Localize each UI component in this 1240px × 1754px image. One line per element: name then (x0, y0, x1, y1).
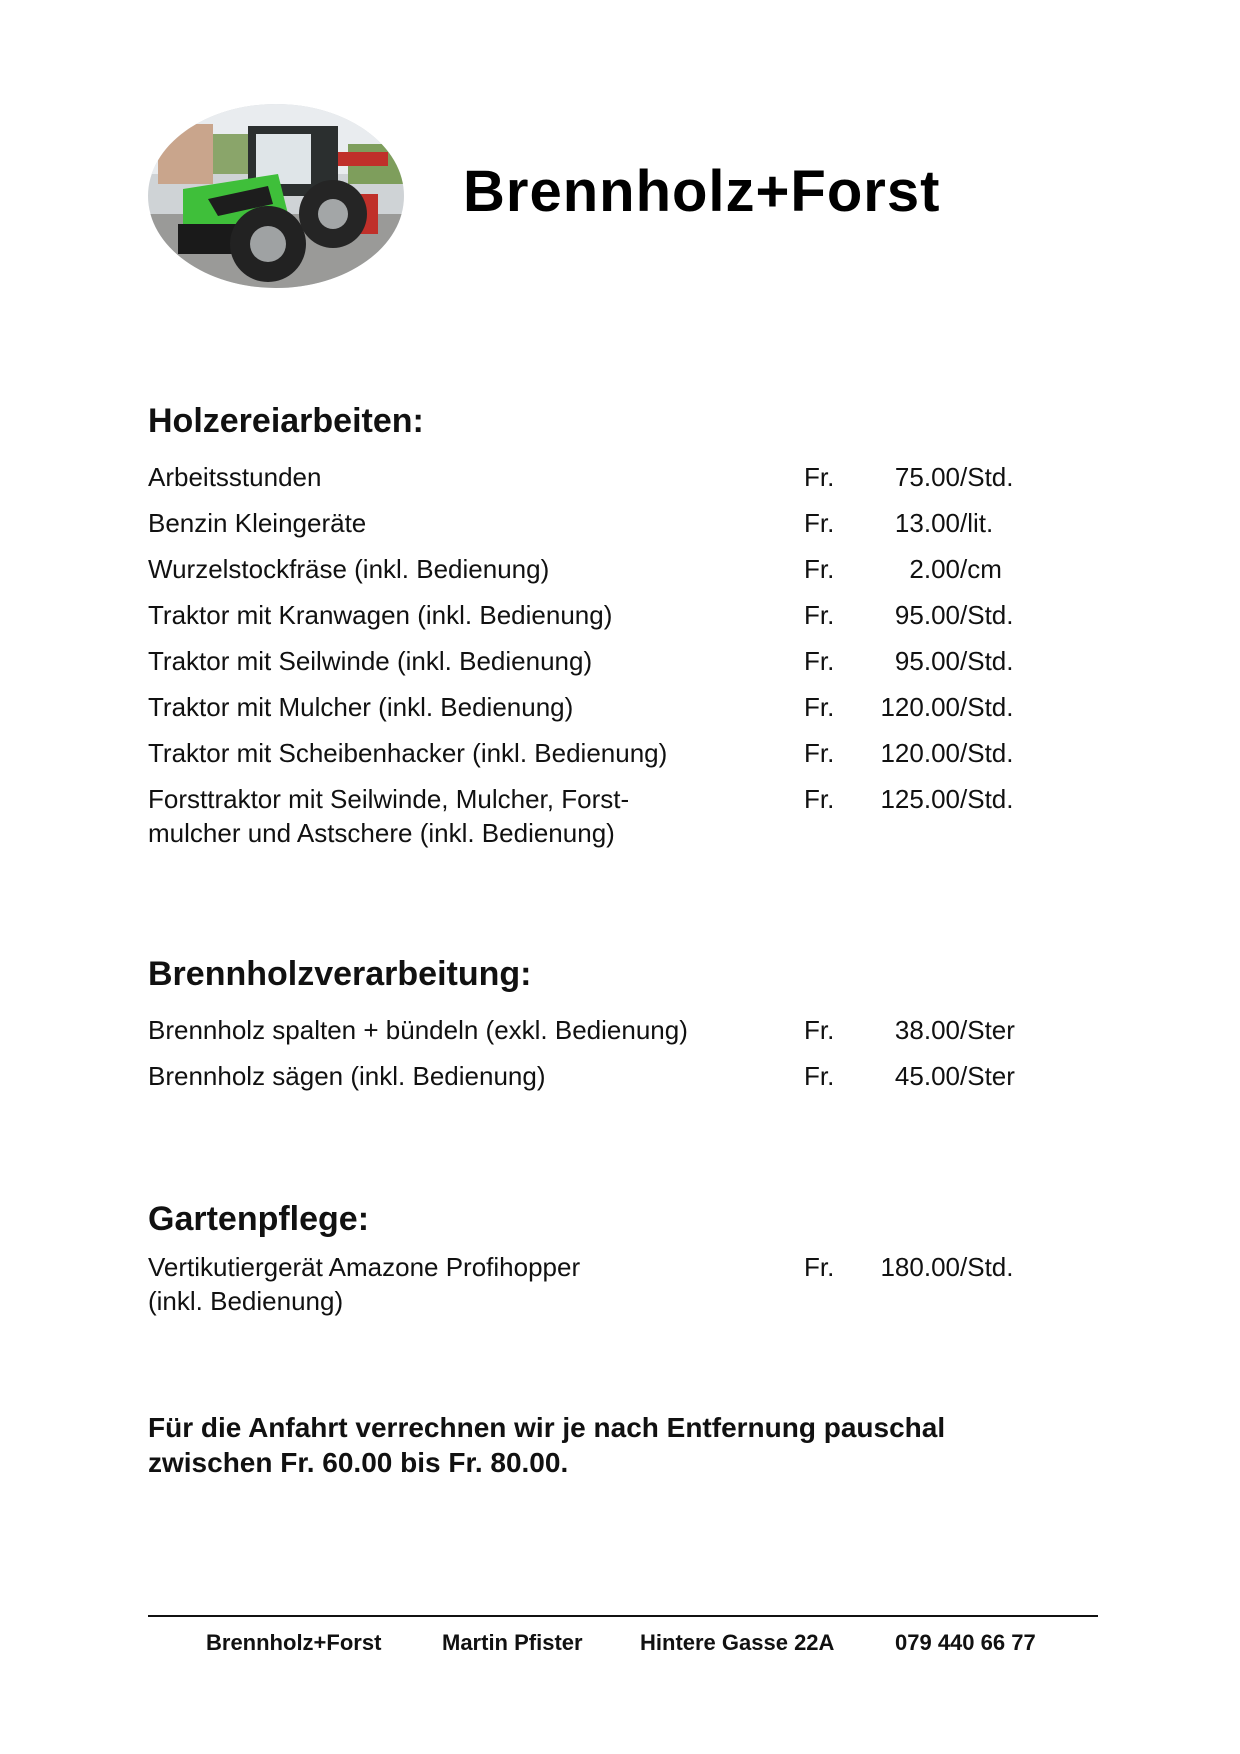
item-description: Wurzelstockfräse (inkl. Bedienung) (148, 554, 550, 584)
item-description: Traktor mit Seilwinde (inkl. Bedienung) (148, 646, 593, 676)
note-line-2: zwischen Fr. 60.00 bis Fr. 80.00. (148, 1447, 569, 1478)
tractor-photo (148, 104, 404, 288)
price-amount: 13.00 (894, 508, 960, 538)
section-heading-brennholzverarbeitung: Brennholzverarbeitung: (148, 955, 532, 993)
item-description: Brennholz sägen (inkl. Bedienung) (148, 1061, 546, 1091)
price-unit: /cm (960, 554, 1002, 584)
item-description: Brennholz spalten + bündeln (exkl. Bedienung) (148, 1015, 688, 1045)
price-amount: 120.00 (880, 738, 960, 768)
price-unit: /Std. (960, 738, 1014, 768)
price-amount: 125.00 (880, 784, 960, 814)
currency: Fr. (804, 692, 835, 722)
price-amount: 95.00 (894, 600, 960, 630)
footer-company: Brennholz+Forst (206, 1630, 382, 1655)
travel-cost-note (148, 1410, 1048, 1480)
item-description: Traktor mit Scheibenhacker (inkl. Bedienung) (148, 738, 668, 768)
price-unit: /lit. (960, 508, 994, 538)
currency: Fr. (804, 646, 835, 676)
price-amount: 180.00 (880, 1252, 960, 1282)
currency: Fr. (804, 738, 835, 768)
item-description: Arbeitsstunden (148, 462, 322, 492)
currency: Fr. (804, 1015, 835, 1045)
price-amount: 120.00 (880, 692, 960, 722)
footer-divider (148, 1615, 1098, 1617)
price-amount: 75.00 (894, 462, 960, 492)
price-amount: 38.00 (894, 1015, 960, 1045)
item-description: Traktor mit Mulcher (inkl. Bedienung) (148, 692, 574, 722)
item-description: Benzin Kleingeräte (148, 508, 367, 538)
price-unit: /Std. (960, 1252, 1014, 1282)
footer-name: Martin Pfister (442, 1630, 583, 1655)
currency: Fr. (804, 1252, 835, 1282)
price-unit: /Std. (960, 692, 1014, 722)
price-unit: /Std. (960, 462, 1014, 492)
item-description: Traktor mit Kranwagen (inkl. Bedienung) (148, 600, 613, 630)
item-description-continued: mulcher und Astschere (inkl. Bedienung) (148, 818, 615, 848)
price-amount: 95.00 (894, 646, 960, 676)
price-unit: /Ster (960, 1015, 1015, 1045)
currency: Fr. (804, 508, 835, 538)
page-title: Brennholz+Forst (463, 159, 941, 224)
price-unit: /Std. (960, 784, 1014, 814)
section-heading-holzereiarbeiten: Holzereiarbeiten: (148, 402, 424, 440)
item-description: Forsttraktor mit Seilwinde, Mulcher, Forst- (148, 784, 630, 814)
note-line-1: Für die Anfahrt verrechnen wir je nach Entfernung pauschal (148, 1412, 946, 1443)
item-description-continued: (inkl. Bedienung) (148, 1286, 344, 1316)
currency: Fr. (804, 1061, 835, 1091)
currency: Fr. (804, 554, 835, 584)
currency: Fr. (804, 784, 835, 814)
price-unit: /Std. (960, 646, 1014, 676)
currency: Fr. (804, 600, 835, 630)
footer-phone: 079 440 66 77 (895, 1630, 1036, 1655)
price-unit: /Ster (960, 1061, 1015, 1091)
price-unit: /Std. (960, 600, 1014, 630)
footer-address: Hintere Gasse 22A (640, 1630, 835, 1655)
section-heading-gartenpflege: Gartenpflege: (148, 1200, 370, 1238)
price-amount: 2.00 (909, 554, 960, 584)
currency: Fr. (804, 462, 835, 492)
item-description: Vertikutiergerät Amazone Profihopper (148, 1252, 581, 1282)
price-amount: 45.00 (894, 1061, 960, 1091)
